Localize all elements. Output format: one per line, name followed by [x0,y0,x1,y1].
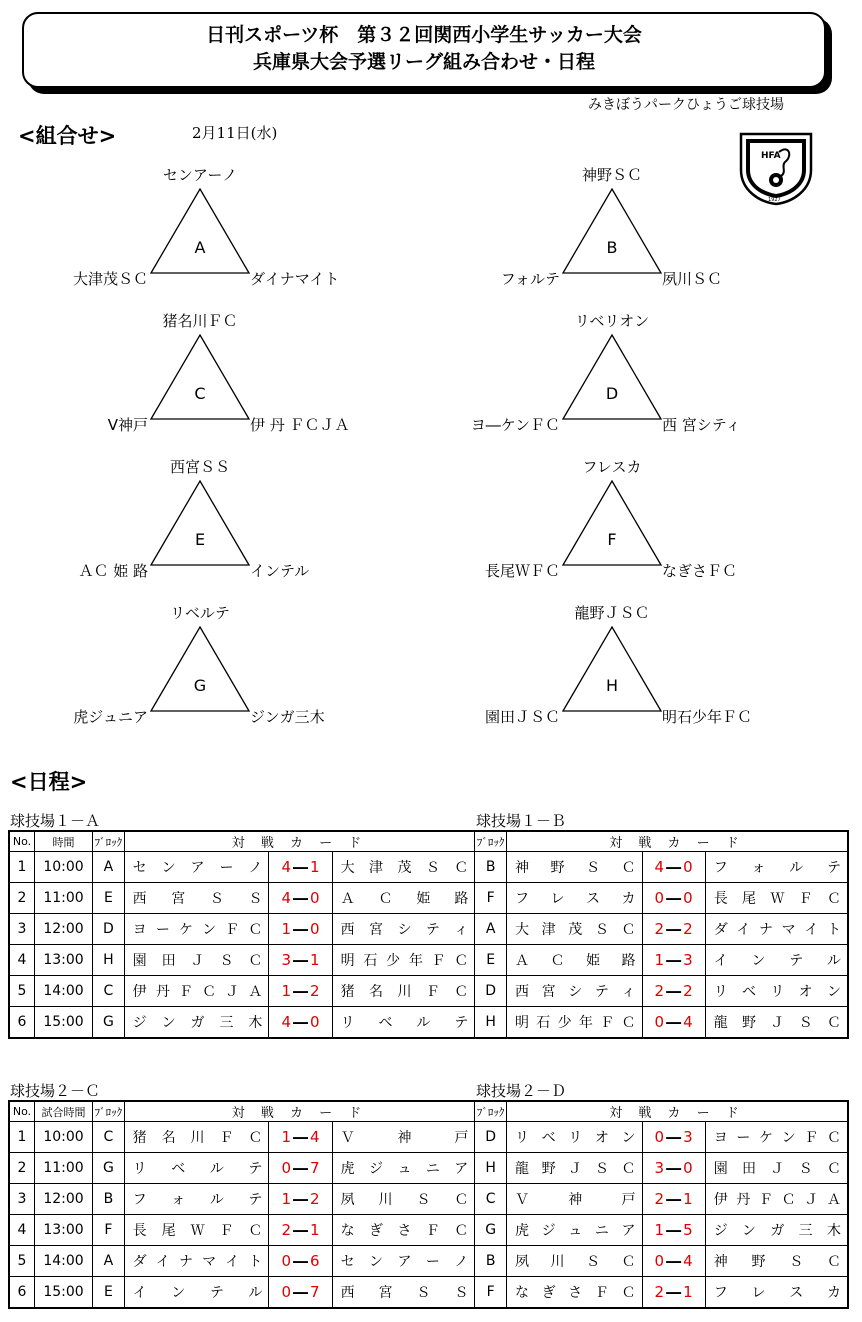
group-left-team: ヨ―ケンＦＣ [470,416,560,434]
away-score: 4 [310,1128,320,1146]
away-score: 0 [310,920,320,938]
group-letter: D [605,384,619,403]
home-team-2 [506,1277,642,1309]
team-name-spread: 神 野 Ｓ Ｃ [713,1254,841,1270]
table-row [9,1277,848,1309]
group-top-team: 西宮ＳＳ [169,458,231,476]
home-team [124,976,269,1007]
logo-year: 1927 [768,197,781,203]
team-name-spread: 龍 野 Ｊ Ｓ Ｃ [713,1015,841,1031]
away-score-2: 0 [683,858,693,876]
team-name-spread: 西 宮 Ｓ Ｓ [340,1285,469,1301]
home-team [124,1215,269,1246]
team-name-spread: ジ ン ガ 三 木 [132,1015,263,1031]
group-top-team: フレスカ [582,458,642,476]
away-score: 1 [310,951,320,969]
match-time: 10:00 [34,852,92,883]
match-block: G [93,1007,125,1039]
team-name-spread: 園 田 Ｊ Ｓ Ｃ [132,953,263,969]
team-name-spread: 大 津 茂 Ｓ Ｃ [340,860,469,876]
match-no: 2 [9,1153,34,1184]
match-score: 3 ― 1 [269,945,332,976]
home-score: 3 [281,951,292,969]
header-block: ﾌﾞﾛｯｸ [93,1101,125,1122]
title-box [22,12,826,88]
match-block: A [93,852,125,883]
home-score-2: 3 [654,1159,665,1177]
team-name-spread: フ レ ス カ [514,891,636,907]
group-left-team: 虎ジュニア [73,708,148,726]
home-team [124,1122,269,1153]
match-no: 5 [9,976,34,1007]
group-triangle [562,626,662,712]
team-name-spread: ヨ ー ケ ン Ｆ Ｃ [132,922,263,938]
match-time: 12:00 [34,1184,92,1215]
team-name-spread: リ ベ リ オ ン [514,1130,636,1146]
match-score-2: 4 ― 0 [642,852,705,883]
team-name-spread: 西 宮 シ テ ィ [514,984,636,1000]
header-card: 対 戦 カ ー ド [124,1101,475,1122]
home-score-2: 1 [654,1221,665,1239]
away-score-2: 1 [683,1190,693,1208]
away-score: 1 [310,858,320,876]
home-score-2: 2 [654,1283,665,1301]
home-team [124,1277,269,1309]
schedule-table [8,1100,849,1309]
away-team-2 [705,1007,848,1039]
away-team-2 [705,1153,848,1184]
match-block: F [93,1215,125,1246]
group-triangle [562,480,662,566]
match-no: 6 [9,1277,34,1309]
home-team-2 [506,852,642,883]
title-line-1: 日刊スポーツ杯 第３２回関西小学生サッカー大会 [206,24,642,46]
group-triangle [562,188,662,274]
match-time: 13:00 [34,945,92,976]
table-row [9,1122,848,1153]
away-team [332,914,475,945]
group-triangle [150,334,250,420]
group-top-team: リベルテ [170,604,230,622]
home-score: 1 [281,920,292,938]
match-no: 3 [9,1184,34,1215]
home-team [124,1007,269,1039]
away-team [332,883,475,914]
away-score-2: 3 [683,1128,693,1146]
hfa-emblem-icon [735,130,817,206]
group-letter: E [194,530,206,549]
field-name-left: 球技場１－Ａ [10,812,101,830]
match-score-2: 0 ― 4 [642,1246,705,1277]
match-block-2: G [475,1215,507,1246]
match-block: C [93,1122,125,1153]
match-block-2: H [475,1153,507,1184]
match-score: 1 ― 0 [269,914,332,945]
group-right-team: 夙川ＳＣ [662,270,723,288]
match-score-2: 2 ― 1 [642,1277,705,1309]
group-right-team: 西 宮シティ [662,416,741,434]
match-score: 4 ― 0 [269,1007,332,1039]
home-score-2: 0 [654,1013,665,1031]
match-score-2: 0 ― 0 [642,883,705,914]
venue-name: みきぼうパークひょうご球技場 [588,97,784,113]
match-score: 0 ― 7 [269,1153,332,1184]
match-score-2: 0 ― 3 [642,1122,705,1153]
match-block-2: E [475,945,507,976]
match-score: 0 ― 7 [269,1277,332,1309]
home-score: 0 [281,1252,292,1270]
match-no: 5 [9,1246,34,1277]
group-right-team: インテル [250,562,310,580]
match-block-2: H [475,1007,507,1039]
team-name-spread: Ａ Ｃ 姫 路 [514,953,636,969]
away-team-2 [705,883,848,914]
home-team [124,852,269,883]
table-header [9,831,848,852]
match-score: 2 ― 1 [269,1215,332,1246]
away-score: 7 [310,1283,320,1301]
match-score-2: 2 ― 1 [642,1184,705,1215]
table-row [9,852,848,883]
home-team-2 [506,1215,642,1246]
away-team [332,945,475,976]
team-name-spread: 猪 名 川 Ｆ Ｃ [132,1130,263,1146]
home-team-2 [506,914,642,945]
team-name-spread: な ぎ さ Ｆ Ｃ [340,1223,469,1239]
title-line-2: 兵庫県大会予選リーグ組み合わせ・日程 [252,51,595,73]
match-score: 4 ― 1 [269,852,332,883]
header-no: No. [9,1101,34,1122]
team-name-spread: ダ イ ナ マ イ ト [713,922,841,938]
group-triangle [150,188,250,274]
match-block: D [93,914,125,945]
match-block: H [93,945,125,976]
team-name-spread: 西 宮 Ｓ Ｓ [132,891,263,907]
away-team [332,852,475,883]
match-time: 11:00 [34,883,92,914]
home-team-2 [506,883,642,914]
team-name-spread: な ぎ さ Ｆ Ｃ [514,1285,636,1301]
home-team [124,914,269,945]
group-triangle [150,480,250,566]
field-name-right: 球技場１－Ｂ [476,812,567,830]
away-team-2 [705,852,848,883]
home-team [124,945,269,976]
away-team [332,1153,475,1184]
group-letter: F [607,530,617,549]
team-name-spread: 猪 名 川 Ｆ Ｃ [340,984,469,1000]
away-team-2 [705,1184,848,1215]
team-name-spread: ダ イ ナ マ イ ト [132,1254,263,1270]
home-team-2 [506,976,642,1007]
group-top-team: 龍野ＪＳＣ [574,604,650,622]
group-letter: C [194,384,206,403]
home-score: 4 [281,858,292,876]
home-score-2: 4 [654,858,665,876]
match-score: 0 ― 6 [269,1246,332,1277]
away-team [332,976,475,1007]
team-name-spread: 龍 野 Ｊ Ｓ Ｃ [514,1161,636,1177]
team-name-spread: ジ ン ガ 三 木 [713,1223,841,1239]
away-team [332,1007,475,1039]
away-team-2 [705,1277,848,1309]
match-block-2: A [475,914,507,945]
table-row [9,945,848,976]
away-team-2 [705,1122,848,1153]
home-score-2: 2 [654,1190,665,1208]
away-score-2: 2 [683,920,693,938]
match-time: 14:00 [34,976,92,1007]
match-no: 1 [9,1122,34,1153]
team-name-spread: 神 野 Ｓ Ｃ [514,860,636,876]
match-score-2: 1 ― 3 [642,945,705,976]
home-team [124,1153,269,1184]
match-no: 4 [9,945,34,976]
match-time: 15:00 [34,1007,92,1039]
group-letter: A [194,238,206,257]
match-block-2: D [475,1122,507,1153]
team-name-spread: イ ン テ ル [713,953,841,969]
home-score: 1 [281,1128,292,1146]
home-team-2 [506,1153,642,1184]
away-score: 6 [310,1252,320,1270]
field-name-right: 球技場２－Ｄ [476,1082,567,1100]
away-score-2: 5 [683,1221,693,1239]
match-no: 4 [9,1215,34,1246]
match-score-2: 0 ― 4 [642,1007,705,1039]
match-time: 13:00 [34,1215,92,1246]
match-time: 10:00 [34,1122,92,1153]
team-name-spread: 長 尾 Ｗ Ｆ Ｃ [713,891,841,907]
team-name-spread: Ｖ 神 戸 [514,1192,636,1208]
team-name-spread: 長 尾 Ｗ Ｆ Ｃ [132,1223,263,1239]
group-right-team: なぎさＦＣ [662,562,738,580]
group-letter: B [606,238,618,257]
match-score: 1 ― 2 [269,976,332,1007]
group-left-team: V神戸 [107,416,148,434]
group-top-team: センアーノ [162,166,238,184]
team-name-spread: フ レ ス カ [713,1285,841,1301]
match-block: E [93,883,125,914]
team-name-spread: セ ン ア ー ノ [132,860,263,876]
away-team-2 [705,945,848,976]
header-block: ﾌﾞﾛｯｸ [93,831,125,852]
match-block-2: B [475,852,507,883]
team-name-spread: Ｖ 神 戸 [340,1130,469,1146]
team-name-spread: フ ォ ル テ [132,1192,263,1208]
group-left-team: フォルテ [500,270,560,288]
table-row [9,914,848,945]
table-row [9,1184,848,1215]
match-block: G [93,1153,125,1184]
away-score: 1 [310,1221,320,1239]
away-score: 2 [310,1190,320,1208]
table-row [9,976,848,1007]
group-right-team: 明石少年ＦＣ [662,708,753,726]
match-date: 2月11日(水) [192,124,278,142]
match-block-2: F [475,1277,507,1309]
team-name-spread: 大 津 茂 Ｓ Ｃ [514,922,636,938]
home-score-2: 2 [654,982,665,1000]
team-name-spread: リ ベ ル テ [132,1161,263,1177]
group-triangle [150,626,250,712]
team-name-spread: 虎 ジ ュ ニ ア [514,1223,636,1239]
team-name-spread: Ａ Ｃ 姫 路 [340,891,469,907]
team-name-spread: 虎 ジ ュ ニ ア [340,1161,469,1177]
nittei-heading: <日程> [10,770,88,794]
team-name-spread: リ ベ リ オ ン [713,984,841,1000]
match-score-2: 3 ― 0 [642,1153,705,1184]
match-block: B [93,1184,125,1215]
home-score: 4 [281,889,292,907]
header-no: No. [9,831,34,852]
away-score: 7 [310,1159,320,1177]
home-team-2 [506,1007,642,1039]
match-block-2: F [475,883,507,914]
logo-text: HFA [761,151,781,161]
away-score-2: 4 [683,1252,693,1270]
home-score: 2 [281,1221,292,1239]
group-left-team: 大津茂ＳＣ [72,270,148,288]
home-team [124,1184,269,1215]
away-score: 2 [310,982,320,1000]
match-time: 12:00 [34,914,92,945]
team-name-spread: 夙 川 Ｓ Ｃ [340,1192,469,1208]
table-row [9,1153,848,1184]
team-name-spread: 伊 丹 Ｆ Ｃ Ｊ Ａ [132,984,263,1000]
match-score-2: 2 ― 2 [642,976,705,1007]
home-score: 1 [281,1190,292,1208]
home-team-2 [506,1122,642,1153]
match-score: 4 ― 0 [269,883,332,914]
away-team [332,1215,475,1246]
table-row [9,883,848,914]
group-right-team: ジンガ三木 [250,708,325,726]
team-name-spread: フ ォ ル テ [713,860,841,876]
match-no: 2 [9,883,34,914]
home-team [124,1246,269,1277]
match-block: C [93,976,125,1007]
group-letter: H [605,676,619,695]
team-name-spread: 伊 丹 Ｆ Ｃ Ｊ Ａ [713,1192,841,1208]
match-block: A [93,1246,125,1277]
team-name-spread: イ ン テ ル [132,1285,263,1301]
home-score: 1 [281,982,292,1000]
away-team [332,1277,475,1309]
home-score-2: 1 [654,951,665,969]
match-block-2: B [475,1246,507,1277]
match-block-2: D [475,976,507,1007]
match-no: 1 [9,852,34,883]
group-left-team: 園田ＪＳＣ [484,708,560,726]
table-row [9,1215,848,1246]
away-score-2: 3 [683,951,693,969]
away-team-2 [705,1246,848,1277]
group-top-team: リベリオン [574,312,650,330]
group-top-team: 神野ＳＣ [581,166,643,184]
team-name-spread: 明 石 少 年 Ｆ Ｃ [340,953,469,969]
team-name-spread: 西 宮 シ テ ィ [340,922,469,938]
match-time: 15:00 [34,1277,92,1309]
home-score-2: 0 [654,1128,665,1146]
group-left-team: 長尾ＷＦＣ [484,562,560,580]
home-score: 0 [281,1283,292,1301]
match-score: 1 ― 2 [269,1184,332,1215]
home-team-2 [506,945,642,976]
group-right-team: ダイナマイト [250,270,340,288]
match-block: E [93,1277,125,1309]
group-top-team: 猪名川ＦＣ [162,312,238,330]
team-name-spread: セ ン ア ー ノ [340,1254,469,1270]
team-name-spread: ヨ ー ケ ン Ｆ Ｃ [713,1130,841,1146]
field-name-left: 球技場２－Ｃ [10,1082,101,1100]
match-score: 1 ― 4 [269,1122,332,1153]
group-right-team: 伊 丹 ＦＣＪＡ [250,416,350,434]
team-name-spread: 明 石 少 年 Ｆ Ｃ [514,1015,636,1031]
header-block-2: ﾌﾞﾛｯｸ [475,831,507,852]
header-time: 試合時間 [34,1101,92,1122]
table-row [9,1007,848,1039]
header-card: 対 戦 カ ー ド [124,831,475,852]
header-time: 時間 [34,831,92,852]
away-score-2: 4 [683,1013,693,1031]
match-score-2: 2 ― 2 [642,914,705,945]
group-letter: G [193,676,207,695]
home-team-2 [506,1246,642,1277]
match-time: 14:00 [34,1246,92,1277]
table-header [9,1101,848,1122]
group-triangle [562,334,662,420]
home-score-2: 0 [654,889,665,907]
away-score-2: 1 [683,1283,693,1301]
away-team [332,1246,475,1277]
team-name-spread: リ ベ ル テ [340,1015,469,1031]
away-score: 0 [310,889,320,907]
home-team [124,883,269,914]
team-name-spread: 園 田 Ｊ Ｓ Ｃ [713,1161,841,1177]
away-team [332,1122,475,1153]
away-team [332,1184,475,1215]
team-name-spread: 夙 川 Ｓ Ｃ [514,1254,636,1270]
header-block-2: ﾌﾞﾛｯｸ [475,1101,507,1122]
home-score-2: 0 [654,1252,665,1270]
header-card-2: 対 戦 カ ー ド [506,1101,848,1122]
match-time: 11:00 [34,1153,92,1184]
match-no: 3 [9,914,34,945]
home-score-2: 2 [654,920,665,938]
away-team-2 [705,1215,848,1246]
match-block-2: C [475,1184,507,1215]
away-team-2 [705,914,848,945]
home-team-2 [506,1184,642,1215]
away-score-2: 0 [683,889,693,907]
home-score: 4 [281,1013,292,1031]
header-card-2: 対 戦 カ ー ド [506,831,848,852]
kumiawase-heading: <組合せ> [18,124,117,148]
away-score-2: 0 [683,1159,693,1177]
schedule-table [8,830,849,1039]
away-score: 0 [310,1013,320,1031]
match-no: 6 [9,1007,34,1039]
group-left-team: ＡＣ 姫 路 [78,562,148,580]
match-score-2: 1 ― 5 [642,1215,705,1246]
away-score-2: 2 [683,982,693,1000]
away-team-2 [705,976,848,1007]
table-row [9,1246,848,1277]
home-score: 0 [281,1159,292,1177]
